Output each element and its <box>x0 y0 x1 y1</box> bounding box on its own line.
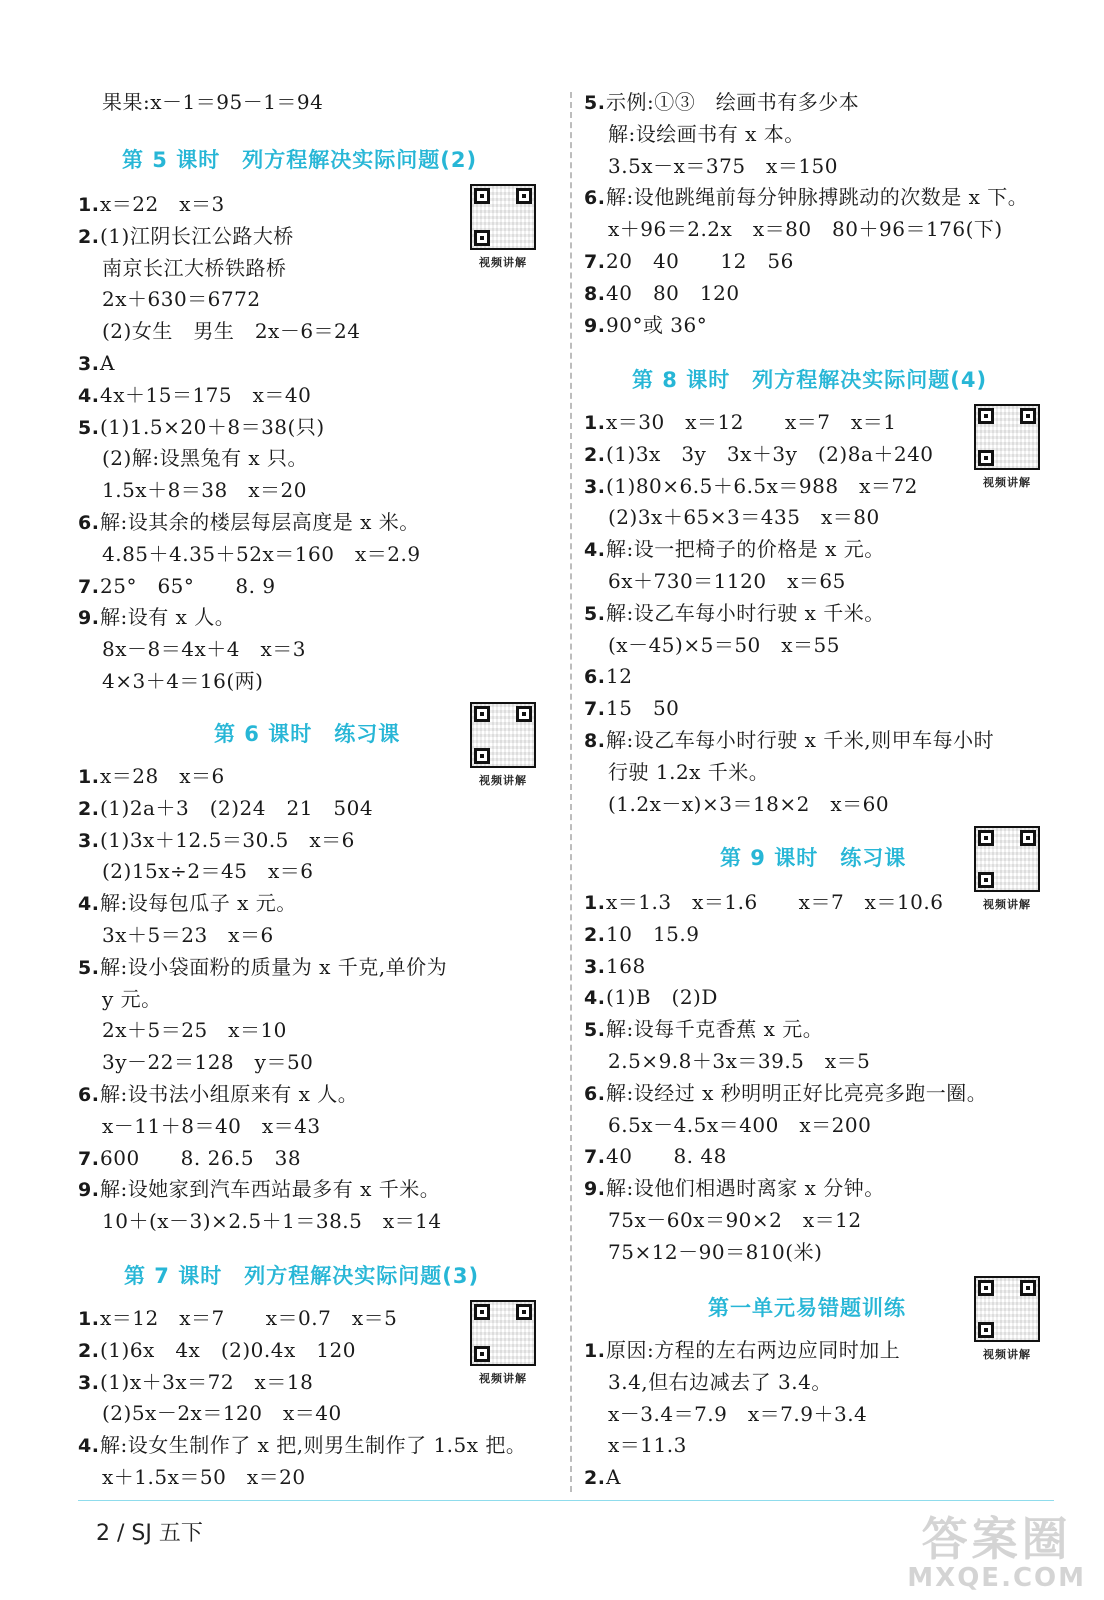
qr-code-icon <box>974 826 1040 892</box>
answer-text: 4×3＋4＝16(两) <box>102 669 264 693</box>
answer-line <box>78 1078 358 1110</box>
answer-line <box>78 855 314 887</box>
question-number: 4. <box>78 893 100 916</box>
answer-text: x＝1.3 x＝1.6 x＝7 x＝10.6 <box>606 890 944 914</box>
answer-text: 1.5x＋8＝38 x＝20 <box>102 478 307 503</box>
answer-line <box>78 824 355 856</box>
answer-text: 40 8. 48 <box>606 1144 727 1169</box>
answer-line <box>78 760 225 792</box>
answer-line <box>584 692 679 724</box>
answer-text: 3.4,但右边减去了 3.4。 <box>608 1369 832 1394</box>
question-number: 5. <box>584 602 606 625</box>
answer-line <box>584 86 859 118</box>
answer-text: 解:设乙车每小时行驶 x 千米,则甲车每小时 <box>606 728 995 752</box>
question-number: 2. <box>584 443 606 466</box>
question-number: 3. <box>584 475 606 498</box>
qr-code-icon <box>470 1300 536 1366</box>
answer-text: 解:设书法小组原来有 x 人。 <box>100 1082 359 1106</box>
answer-text: x－11＋8＝40 x＝43 <box>102 1113 321 1138</box>
question-number: 1. <box>584 892 606 914</box>
answer-line <box>78 220 294 252</box>
question-number: 1. <box>78 1308 100 1330</box>
question-number: 5. <box>78 956 100 979</box>
question-number: 6. <box>584 187 606 210</box>
question-number: 7. <box>78 575 100 598</box>
answer-line <box>584 629 840 661</box>
question-number: 3. <box>78 1371 100 1394</box>
answer-text: (2)3x＋65×3＝435 x＝80 <box>608 505 880 530</box>
answer-line <box>78 1366 313 1398</box>
answer-text: 168 <box>606 953 646 978</box>
answer-line <box>584 1398 867 1430</box>
answer-text: 20 40 12 56 <box>606 249 794 273</box>
video-qr-lesson6[interactable] <box>468 702 538 788</box>
lesson6-heading: 第 6 课时 练习课 <box>214 722 401 746</box>
column-divider <box>570 92 572 1492</box>
answer-line <box>584 950 646 982</box>
answer-text: 3y－22＝128 y＝50 <box>102 1050 314 1075</box>
qr-caption: 视频讲解 <box>479 256 527 269</box>
answer-text: x－3.4＝7.9 x＝7.9＋3.4 <box>608 1401 868 1426</box>
answer-line <box>584 213 1003 245</box>
answer-line <box>584 1109 871 1141</box>
qr-caption: 视频讲解 <box>983 898 1031 911</box>
question-number: 2. <box>78 1339 100 1362</box>
page-footer: 2 / SJ 五下 <box>96 1521 203 1546</box>
answer-text: 解:设小袋面粉的质量为 x 千克,单价为 <box>100 954 448 979</box>
question-number: 3. <box>78 829 100 852</box>
answer-line <box>78 1173 440 1205</box>
answer-line <box>78 665 264 697</box>
question-number: 7. <box>584 251 606 273</box>
answer-line <box>78 1142 301 1174</box>
question-number: 7. <box>584 1146 606 1169</box>
answer-line <box>584 438 934 470</box>
answer-text: 15 50 <box>606 696 680 721</box>
answer-line <box>584 981 718 1013</box>
answer-text: 75x－60x＝90×2 x＝12 <box>608 1208 862 1232</box>
answer-line <box>584 309 707 341</box>
answer-text: (1)3x 3y 3x＋3y (2)8a＋240 <box>606 441 934 466</box>
answer-text: 解:设他们相遇时离家 x 分钟。 <box>606 1176 885 1201</box>
answer-text: 行驶 1.2x 千米。 <box>608 759 770 784</box>
answer-text: x＝28 x＝6 <box>100 764 225 788</box>
answer-text: (1)6x 4x (2)0.4x 120 <box>100 1337 356 1362</box>
answer-text: 10＋(x－3)×2.5＋1＝38.5 x＝14 <box>102 1209 442 1234</box>
answer-text: 90°或 36° <box>606 312 708 337</box>
answer-text: 25° 65° 8. 9 <box>100 573 276 598</box>
answer-line <box>78 1205 442 1237</box>
answer-line <box>78 1429 526 1461</box>
answer-line <box>584 788 889 820</box>
video-qr-lesson5[interactable] <box>468 184 538 270</box>
unit1-heading: 第一单元易错题训练 <box>708 1296 906 1320</box>
answer-text: 2x＋5＝25 x＝10 <box>102 1018 287 1043</box>
answer-text: (2)解:设黑兔有 x 只。 <box>102 446 309 471</box>
answer-line <box>584 245 794 277</box>
answer-text: 4.85＋4.35＋52x＝160 x＝2.9 <box>102 541 421 566</box>
question-number: 4. <box>78 1435 100 1458</box>
question-number: 7. <box>78 1147 100 1170</box>
question-number: 4. <box>584 539 606 562</box>
answer-line <box>584 724 994 756</box>
lesson5-heading: 第 5 课时 列方程解决实际问题(2) <box>122 148 478 172</box>
answer-text: 南京长江大桥铁路桥 <box>102 255 287 280</box>
lesson7-heading: 第 7 课时 列方程解决实际问题(3) <box>124 1264 480 1288</box>
answer-text: 8x－8＝4x＋4 x＝3 <box>102 637 306 662</box>
answer-text: 75×12－90＝810(米) <box>608 1239 823 1264</box>
answer-text: 6x＋730＝1120 x＝65 <box>608 569 846 593</box>
answer-line <box>584 1236 822 1268</box>
answer-line <box>78 792 373 824</box>
answer-text: (1)1.5×20＋8＝38(只) <box>100 414 325 439</box>
answer-line <box>78 887 297 919</box>
answer-text: 4x＋15＝175 x＝40 <box>100 382 312 407</box>
question-number: 6. <box>584 666 606 689</box>
answer-line <box>584 1461 621 1493</box>
answer-text: 解:设她家到汽车西站最多有 x 千米。 <box>100 1177 441 1202</box>
answer-text: x＝11.3 <box>608 1433 687 1458</box>
answer-line <box>584 406 896 438</box>
answer-line <box>78 506 420 538</box>
footer-rule <box>78 1500 1054 1501</box>
answer-text: 12 <box>606 664 633 689</box>
answer-text: x＝12 x＝7 x＝0.7 x＝5 <box>100 1306 398 1330</box>
answer-text: 解:设他跳绳前每分钟脉搏跳动的次数是 x 下。 <box>606 185 1029 210</box>
answer-text: (2)女生 男生 2x－6＝24 <box>102 319 361 344</box>
qr-caption: 视频讲解 <box>983 1348 1031 1361</box>
answer-line <box>78 538 421 570</box>
answer-text: 600 8. 26.5 38 <box>100 1145 302 1170</box>
answer-line <box>78 442 308 474</box>
answer-text: (x－45)×5＝50 x＝55 <box>608 632 840 657</box>
answer-text: 示例:①③ 绘画书有多少本 <box>606 90 860 114</box>
answer-text: (1)B (2)D <box>606 985 718 1010</box>
answer-line: 果果:x－1＝95－1＝94 <box>102 90 324 114</box>
answer-line <box>78 1014 287 1046</box>
answer-text: 2x＋630＝6772 <box>102 287 261 312</box>
question-number: 5. <box>584 1019 606 1042</box>
answer-text: 2.5×9.8＋3x＝39.5 x＝5 <box>608 1049 871 1073</box>
video-qr-lesson8[interactable] <box>972 404 1042 490</box>
answer-line <box>584 597 885 629</box>
answer-text: 解:设经过 x 秒明明正好比亮亮多跑一圈。 <box>606 1080 988 1105</box>
answer-line <box>584 1366 832 1398</box>
question-number: 9. <box>78 1179 100 1202</box>
question-number: 3. <box>584 955 606 978</box>
question-number: 8. <box>584 730 606 752</box>
answer-text: (1)3x＋12.5＝30.5 x＝6 <box>100 827 355 852</box>
question-number: 9. <box>78 607 100 630</box>
question-number: 1. <box>584 412 606 434</box>
answer-line <box>584 150 838 182</box>
answer-line <box>78 411 325 443</box>
answer-line <box>584 1204 862 1236</box>
video-qr-lesson7[interactable] <box>468 1300 538 1386</box>
answer-line <box>78 1397 342 1429</box>
question-number: 7. <box>584 698 606 721</box>
qr-caption: 视频讲解 <box>479 774 527 787</box>
question-number: 4. <box>78 384 100 407</box>
question-number: 1. <box>584 1340 606 1362</box>
answer-line <box>584 118 805 150</box>
answer-line <box>584 1013 823 1045</box>
question-number: 6. <box>78 1084 100 1106</box>
answer-text: 解:设其余的楼层每层高度是 x 米。 <box>100 510 420 534</box>
answer-line <box>584 533 885 565</box>
answer-text: x＋1.5x＝50 x＝20 <box>102 1465 306 1489</box>
answer-text: 解:设女生制作了 x 把,则男生制作了 1.5x 把。 <box>100 1433 527 1458</box>
answer-line <box>78 570 276 602</box>
answer-text: A <box>606 1465 621 1490</box>
answer-line <box>78 188 225 220</box>
question-number: 4. <box>584 987 606 1010</box>
answer-text: A <box>100 351 115 375</box>
answer-line <box>584 470 918 502</box>
answer-line <box>78 951 447 983</box>
question-number: 2. <box>78 225 100 248</box>
question-number: 6. <box>584 1082 606 1105</box>
answer-line <box>78 252 287 284</box>
answer-line <box>584 565 846 597</box>
qr-code-icon <box>470 184 536 250</box>
lesson8-heading: 第 8 课时 列方程解决实际问题(4) <box>632 368 988 392</box>
lesson9-heading: 第 9 课时 练习课 <box>720 846 907 870</box>
answer-line <box>78 474 307 506</box>
answer-line <box>584 1172 885 1204</box>
answer-line <box>584 181 1028 213</box>
answer-line <box>78 1461 306 1493</box>
answer-line <box>584 886 944 918</box>
answer-line <box>78 315 361 347</box>
answer-line <box>78 1046 313 1078</box>
answer-line <box>78 1110 321 1142</box>
answer-line <box>78 1302 397 1334</box>
answer-text: (1)80×6.5＋6.5x＝988 x＝72 <box>606 473 918 498</box>
answer-text: 6.5x－4.5x＝400 x＝200 <box>608 1112 872 1137</box>
qr-code-icon <box>470 702 536 768</box>
question-number: 2. <box>584 1467 606 1490</box>
qr-caption: 视频讲解 <box>479 1372 527 1385</box>
answer-text: 解:设一把椅子的价格是 x 元。 <box>606 537 885 562</box>
answer-text: 10 15.9 <box>606 921 700 946</box>
answer-line <box>78 379 311 411</box>
answer-text: y 元。 <box>102 986 162 1011</box>
answer-line <box>584 1045 870 1077</box>
answer-line <box>584 1077 987 1109</box>
question-number: 5. <box>584 92 606 114</box>
answer-text: (1.2x－x)×3＝18×2 x＝60 <box>608 791 890 816</box>
answer-line <box>78 983 162 1015</box>
qr-code-icon <box>974 404 1040 470</box>
answer-text: x＝22 x＝3 <box>100 192 225 216</box>
answer-text: 原因:方程的左右两边应同时加上 <box>606 1338 901 1362</box>
answer-line <box>78 601 235 633</box>
answer-text: 解:设每千克香蕉 x 元。 <box>606 1017 824 1042</box>
qr-code-icon <box>974 1276 1040 1342</box>
answer-line <box>584 1334 900 1366</box>
answer-line <box>584 1429 687 1461</box>
answer-text: 3x＋5＝23 x＝6 <box>102 923 274 947</box>
answer-text: (1)2a＋3 (2)24 21 504 <box>100 795 374 820</box>
answer-line <box>584 501 880 533</box>
answer-text: x＋96＝2.2x x＝80 80＋96＝176(下) <box>608 217 1003 242</box>
watermark-logo: 答案圈 MXQE.COM <box>907 1512 1086 1593</box>
answer-line <box>584 1140 727 1172</box>
question-number: 9. <box>584 1178 606 1201</box>
answer-line <box>78 633 306 665</box>
answer-line <box>584 660 632 692</box>
question-number: 2. <box>584 923 606 946</box>
answer-text: 40 80 120 <box>606 280 740 305</box>
answer-text: 解:设有 x 人。 <box>100 605 236 630</box>
answer-line <box>584 277 740 309</box>
answer-line <box>78 283 261 315</box>
video-qr-unit1[interactable] <box>972 1276 1042 1362</box>
answer-text: 解:设每包瓜子 x 元。 <box>100 891 297 916</box>
video-qr-lesson9[interactable] <box>972 826 1042 912</box>
answer-text: (2)5x－2x＝120 x＝40 <box>102 1401 342 1426</box>
answer-text: 解:设乙车每小时行驶 x 千米。 <box>606 600 885 625</box>
answer-line <box>78 1334 356 1366</box>
question-number: 1. <box>78 766 100 788</box>
answer-line <box>78 919 274 951</box>
answer-line <box>584 756 769 788</box>
qr-caption: 视频讲解 <box>983 476 1031 489</box>
question-number: 5. <box>78 416 100 439</box>
answer-text: (1)x＋3x＝72 x＝18 <box>100 1369 314 1394</box>
answer-text: 解:设绘画书有 x 本。 <box>608 121 805 146</box>
answer-text: (2)15x÷2＝45 x＝6 <box>102 859 314 884</box>
answer-text: (1)江阴长江公路大桥 <box>100 223 294 248</box>
question-number: 3. <box>78 353 100 375</box>
answer-text: x＝30 x＝12 x＝7 x＝1 <box>606 410 897 434</box>
question-number: 6. <box>78 512 100 534</box>
answer-text: 3.5x－x＝375 x＝150 <box>608 153 838 178</box>
answer-line <box>584 918 699 950</box>
question-number: 8. <box>584 282 606 305</box>
question-number: 1. <box>78 194 100 216</box>
answer-line <box>78 347 115 379</box>
question-number: 9. <box>584 314 606 337</box>
question-number: 2. <box>78 797 100 820</box>
